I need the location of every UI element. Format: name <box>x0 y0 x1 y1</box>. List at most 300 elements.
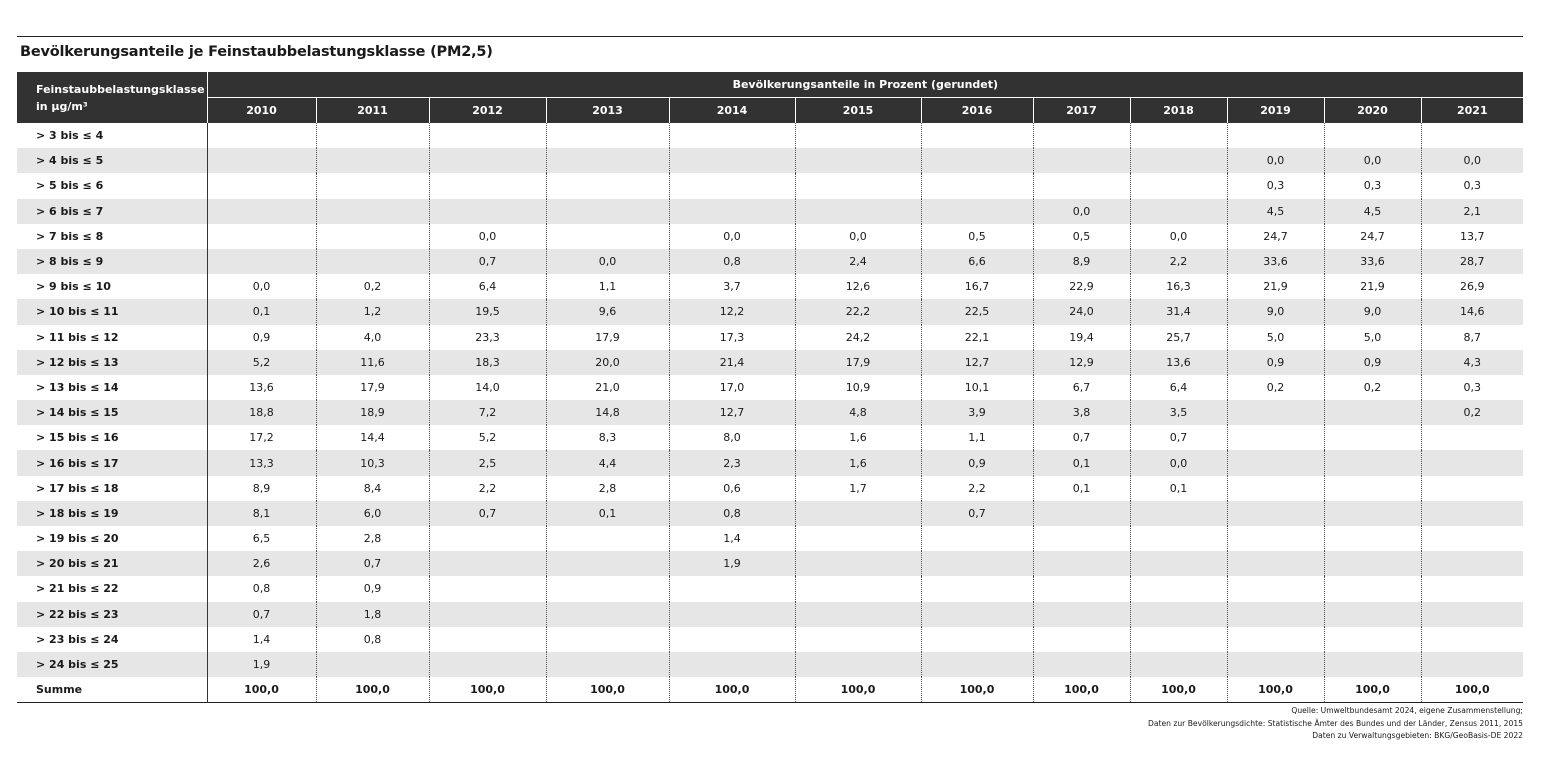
value-cell-2021 <box>1421 627 1523 652</box>
value-cell-2017: 6,7 <box>1033 375 1130 400</box>
table-row <box>17 652 1523 677</box>
value-cell-2010: 0,0 <box>207 274 316 299</box>
value-cell-2019 <box>1227 551 1324 576</box>
value-cell-2012 <box>429 123 546 148</box>
value-cell-2016 <box>921 173 1033 198</box>
value-cell-2014 <box>669 576 795 601</box>
value-cell-2010: 8,1 <box>207 501 316 526</box>
value-cell-2017: 0,1 <box>1033 476 1130 501</box>
value-cell-2014: 17,3 <box>669 325 795 350</box>
value-cell-2017: 0,0 <box>1033 199 1130 224</box>
value-cell-2012 <box>429 627 546 652</box>
value-cell-2021: 13,7 <box>1460 229 1485 243</box>
value-cell-2015: 2,4 <box>795 249 921 274</box>
value-cell-2015 <box>795 652 921 677</box>
value-cell-2015 <box>795 526 921 551</box>
value-cell-2014: 8,0 <box>669 425 795 450</box>
value-cell-2016: 22,1 <box>921 325 1033 350</box>
value-cell-2012: 7,2 <box>429 400 546 425</box>
row-label: > 6 bis ≤ 7 <box>17 199 207 224</box>
value-cell-2016 <box>921 199 1033 224</box>
row-label: > 20 bis ≤ 21 <box>17 551 207 576</box>
value-cell-2020 <box>1324 476 1421 501</box>
value-cell-2017: 19,4 <box>1033 325 1130 350</box>
value-cell-2012: 6,4 <box>429 274 546 299</box>
value-cell-2010 <box>207 148 316 173</box>
value-cell-2012 <box>429 173 546 198</box>
value-cell-2011: 2,8 <box>316 526 429 551</box>
value-cell-2018: 2,2 <box>1130 249 1227 274</box>
table-row <box>17 450 1523 475</box>
total-cell-2013: 100,0 <box>546 677 669 703</box>
value-cell-2014 <box>669 148 795 173</box>
value-cell-2013 <box>546 224 669 249</box>
value-cell-2015: 1,6 <box>795 425 921 450</box>
value-cell-2011 <box>316 148 429 173</box>
value-cell-2015 <box>795 199 921 224</box>
value-cell-2015 <box>795 173 921 198</box>
value-cell-2020 <box>1324 627 1421 652</box>
value-cell-2016: 6,6 <box>921 249 1033 274</box>
total-row-label: Summe <box>17 677 207 703</box>
value-cell-2011: 4,0 <box>316 325 429 350</box>
value-cell-2012 <box>429 526 546 551</box>
value-cell-2017: 12,9 <box>1033 350 1130 375</box>
row-label: > 13 bis ≤ 14 <box>17 375 207 400</box>
value-cell-2021 <box>1421 652 1523 677</box>
value-cell-2013: 21,0 <box>546 375 669 400</box>
value-cell-2011 <box>316 123 429 148</box>
table-row <box>17 249 1523 274</box>
value-cell-2019: 0,0 <box>1227 148 1324 173</box>
value-cell-2017 <box>1033 148 1130 173</box>
value-cell-2019: 0,3 <box>1227 173 1324 198</box>
year-header-2010: 2010 <box>207 98 316 124</box>
value-cell-2018 <box>1130 173 1227 198</box>
value-cell-2014 <box>669 602 795 627</box>
value-cell-2012: 0,7 <box>429 249 546 274</box>
value-cell-2021: 26,9 <box>1460 280 1485 294</box>
table-row <box>17 476 1523 501</box>
value-cell-2014: 12,7 <box>669 400 795 425</box>
value-cell-2019 <box>1227 425 1324 450</box>
value-cell-2015 <box>795 576 921 601</box>
data-table <box>17 72 1523 703</box>
value-cell-2020 <box>1324 400 1421 425</box>
value-cell-2018 <box>1130 551 1227 576</box>
table-row <box>17 425 1523 450</box>
value-cell-2020: 4,5 <box>1324 199 1421 224</box>
value-cell-2018: 31,4 <box>1130 299 1227 324</box>
value-cell-2014: 21,4 <box>669 350 795 375</box>
value-cell-2014: 0,6 <box>669 476 795 501</box>
value-cell-2013 <box>546 627 669 652</box>
value-cell-2011: 6,0 <box>316 501 429 526</box>
value-cell-2015: 4,8 <box>795 400 921 425</box>
value-cell-2016: 10,1 <box>921 375 1033 400</box>
value-cell-2020 <box>1324 450 1421 475</box>
row-label: > 23 bis ≤ 24 <box>17 627 207 652</box>
table-row <box>17 299 1523 324</box>
value-cell-2017 <box>1033 576 1130 601</box>
value-cell-2013: 2,8 <box>546 476 669 501</box>
value-cell-2012 <box>429 602 546 627</box>
table-row <box>17 123 1523 148</box>
value-cell-2019: 0,2 <box>1227 375 1324 400</box>
value-cell-2016: 1,1 <box>921 425 1033 450</box>
value-cell-2011: 11,6 <box>316 350 429 375</box>
value-cell-2010: 0,8 <box>207 576 316 601</box>
value-cell-2011 <box>316 173 429 198</box>
value-cell-2012: 0,0 <box>429 224 546 249</box>
row-label: > 14 bis ≤ 15 <box>17 400 207 425</box>
total-cell-2011: 100,0 <box>316 677 429 703</box>
value-cell-2018: 0,0 <box>1130 224 1227 249</box>
value-cell-2011: 1,8 <box>316 602 429 627</box>
value-cell-2018 <box>1130 576 1227 601</box>
value-cell-2015: 0,0 <box>795 224 921 249</box>
value-cell-2019 <box>1227 501 1324 526</box>
value-cell-2017: 0,1 <box>1033 450 1130 475</box>
value-cell-2010: 8,9 <box>207 476 316 501</box>
value-cell-2015 <box>795 602 921 627</box>
value-cell-2020: 9,0 <box>1324 299 1421 324</box>
value-cell-2013 <box>546 199 669 224</box>
value-cell-2011: 0,8 <box>316 627 429 652</box>
value-cell-2018: 25,7 <box>1130 325 1227 350</box>
value-cell-2017 <box>1033 501 1130 526</box>
value-cell-2013 <box>546 551 669 576</box>
value-cell-2020: 21,9 <box>1324 274 1421 299</box>
table-title: Bevölkerungsanteile je Feinstaubbelastungsklasse (PM2,5) <box>20 44 493 60</box>
value-cell-2016: 0,5 <box>921 224 1033 249</box>
row-label: > 12 bis ≤ 13 <box>17 350 207 375</box>
total-cell-2010: 100,0 <box>207 677 316 703</box>
value-cell-2017: 8,9 <box>1033 249 1130 274</box>
value-cell-2016: 16,7 <box>921 274 1033 299</box>
value-cell-2011: 18,9 <box>316 400 429 425</box>
value-cell-2017 <box>1033 526 1130 551</box>
value-cell-2014 <box>669 123 795 148</box>
value-cell-2014: 3,7 <box>669 274 795 299</box>
value-cell-2010: 6,5 <box>207 526 316 551</box>
value-cell-2016 <box>921 627 1033 652</box>
value-cell-2016 <box>921 602 1033 627</box>
value-cell-2019: 33,6 <box>1227 249 1324 274</box>
value-cell-2019: 0,9 <box>1227 350 1324 375</box>
value-cell-2013 <box>546 148 669 173</box>
year-header-2015: 2015 <box>795 98 921 124</box>
value-cell-2012 <box>429 576 546 601</box>
value-cell-2011: 14,4 <box>316 425 429 450</box>
value-cell-2012 <box>429 199 546 224</box>
value-cell-2019 <box>1227 652 1324 677</box>
year-header-2014: 2014 <box>669 98 795 124</box>
table-row <box>17 274 1523 299</box>
value-cell-2015: 17,9 <box>795 350 921 375</box>
value-cell-2019 <box>1227 476 1324 501</box>
value-cell-2018: 0,7 <box>1130 425 1227 450</box>
table-row <box>17 501 1523 526</box>
value-cell-2021 <box>1421 551 1523 576</box>
table-row <box>17 602 1523 627</box>
value-cell-2021 <box>1421 476 1523 501</box>
value-cell-2017 <box>1033 551 1130 576</box>
value-cell-2012: 2,5 <box>429 450 546 475</box>
value-cell-2012: 23,3 <box>429 325 546 350</box>
value-cell-2016: 0,9 <box>921 450 1033 475</box>
table-body <box>17 123 1523 703</box>
value-cell-2010 <box>207 249 316 274</box>
value-cell-2011 <box>316 652 429 677</box>
row-label: > 15 bis ≤ 16 <box>17 425 207 450</box>
value-cell-2019: 24,7 <box>1227 224 1324 249</box>
value-cell-2020 <box>1324 123 1421 148</box>
value-cell-2018 <box>1130 627 1227 652</box>
value-cell-2015: 1,7 <box>795 476 921 501</box>
value-cell-2021 <box>1421 123 1523 148</box>
value-cell-2014 <box>669 173 795 198</box>
value-cell-2013: 14,8 <box>546 400 669 425</box>
value-cell-2011 <box>316 249 429 274</box>
value-cell-2019: 9,0 <box>1227 299 1324 324</box>
value-cell-2010: 17,2 <box>207 425 316 450</box>
year-header-2013: 2013 <box>546 98 669 124</box>
value-cell-2015 <box>795 501 921 526</box>
value-cell-2013: 4,4 <box>546 450 669 475</box>
row-header-cell <box>17 72 207 123</box>
table-row <box>17 551 1523 576</box>
value-cell-2016: 12,7 <box>921 350 1033 375</box>
value-cell-2018: 0,1 <box>1130 476 1227 501</box>
value-cell-2015: 22,2 <box>795 299 921 324</box>
value-cell-2019 <box>1227 576 1324 601</box>
value-cell-2020: 0,3 <box>1324 173 1421 198</box>
source-line-3: Daten zu Verwaltungsgebieten: BKG/GeoBasis-DE 2022 <box>1312 731 1523 741</box>
value-cell-2020: 0,0 <box>1324 148 1421 173</box>
value-cell-2019: 4,5 <box>1227 199 1324 224</box>
value-cell-2011: 10,3 <box>316 450 429 475</box>
row-label: > 5 bis ≤ 6 <box>17 173 207 198</box>
year-header-2016: 2016 <box>921 98 1033 124</box>
year-header-row <box>17 98 1523 124</box>
value-cell-2021: 4,3 <box>1421 350 1523 375</box>
row-label: > 19 bis ≤ 20 <box>17 526 207 551</box>
value-cell-2016 <box>921 551 1033 576</box>
value-cell-2020 <box>1324 501 1421 526</box>
value-cell-2021 <box>1421 526 1523 551</box>
value-cell-2017: 24,0 <box>1033 299 1130 324</box>
value-cell-2014: 0,8 <box>669 249 795 274</box>
value-cell-2011: 0,7 <box>316 551 429 576</box>
value-cell-2015 <box>795 148 921 173</box>
value-cell-2018: 3,5 <box>1130 400 1227 425</box>
value-cell-2014: 0,8 <box>669 501 795 526</box>
value-cell-2013 <box>546 173 669 198</box>
value-cell-2017 <box>1033 123 1130 148</box>
value-cell-2019: 5,0 <box>1227 325 1324 350</box>
value-cell-2018: 6,4 <box>1130 375 1227 400</box>
value-cell-2016 <box>921 526 1033 551</box>
value-cell-2017: 22,9 <box>1033 274 1130 299</box>
value-cell-2011: 1,2 <box>316 299 429 324</box>
value-cell-2020: 0,2 <box>1324 375 1421 400</box>
value-cell-2013: 0,0 <box>546 249 669 274</box>
row-label: > 24 bis ≤ 25 <box>17 652 207 677</box>
value-cell-2021: 0,2 <box>1421 400 1523 425</box>
value-cell-2016 <box>921 576 1033 601</box>
top-rule <box>17 36 1523 37</box>
value-cell-2014: 2,3 <box>669 450 795 475</box>
total-cell-2020: 100,0 <box>1324 677 1421 703</box>
value-cell-2010: 0,9 <box>207 325 316 350</box>
value-cell-2018: 0,0 <box>1130 450 1227 475</box>
value-cell-2011: 8,4 <box>316 476 429 501</box>
value-cell-2016: 22,5 <box>921 299 1033 324</box>
row-header-line2: in µg/m³ <box>36 99 88 113</box>
value-cell-2010: 1,4 <box>207 627 316 652</box>
year-header-2019: 2019 <box>1227 98 1324 124</box>
value-cell-2021: 14,6 <box>1421 299 1523 324</box>
value-cell-2011: 0,2 <box>316 274 429 299</box>
year-header-2017: 2017 <box>1033 98 1130 124</box>
value-cell-2021: 0,3 <box>1463 380 1482 394</box>
value-cell-2010 <box>207 224 316 249</box>
value-cell-2020: 5,0 <box>1324 325 1421 350</box>
source-note <box>1148 705 1523 743</box>
value-cell-2012 <box>429 148 546 173</box>
row-label: > 11 bis ≤ 12 <box>17 325 207 350</box>
row-header-line1: Feinstaubbelastungsklasse <box>36 82 205 96</box>
value-cell-2020 <box>1324 576 1421 601</box>
table-row <box>17 576 1523 601</box>
value-cell-2017 <box>1033 173 1130 198</box>
value-cell-2012: 2,2 <box>429 476 546 501</box>
value-cell-2018: 16,3 <box>1130 274 1227 299</box>
value-cell-2015 <box>795 551 921 576</box>
value-cell-2012: 5,2 <box>429 425 546 450</box>
row-label: > 16 bis ≤ 17 <box>17 450 207 475</box>
column-group-header: Bevölkerungsanteile in Prozent (gerundet) <box>207 72 1523 98</box>
total-row <box>17 677 1523 703</box>
value-cell-2014 <box>669 627 795 652</box>
value-cell-2014: 0,0 <box>669 224 795 249</box>
source-line-2: Daten zur Bevölkerungsdichte: Statistische Ämter des Bundes und der Länder, Zensus 2011, 2015 <box>1148 718 1523 728</box>
value-cell-2010 <box>207 173 316 198</box>
value-cell-2016: 0,7 <box>921 501 1033 526</box>
value-cell-2015 <box>795 123 921 148</box>
value-cell-2015: 1,6 <box>795 450 921 475</box>
value-cell-2021: 28,7 <box>1421 249 1523 274</box>
value-cell-2017: 0,5 <box>1033 224 1130 249</box>
value-cell-2019: 21,9 <box>1227 274 1324 299</box>
value-cell-2021: 8,7 <box>1463 330 1482 344</box>
value-cell-2010: 13,3 <box>207 450 316 475</box>
value-cell-2021: 0,0 <box>1421 148 1523 173</box>
value-cell-2018 <box>1130 526 1227 551</box>
value-cell-2015: 10,9 <box>795 375 921 400</box>
total-cell-2021: 100,0 <box>1421 677 1523 703</box>
table-row <box>17 148 1523 173</box>
value-cell-2018 <box>1130 501 1227 526</box>
value-cell-2011 <box>316 224 429 249</box>
table-row <box>17 199 1523 224</box>
table-row <box>17 350 1523 375</box>
value-cell-2012 <box>429 652 546 677</box>
year-header-2018: 2018 <box>1130 98 1227 124</box>
value-cell-2019 <box>1227 602 1324 627</box>
value-cell-2021 <box>1421 425 1523 450</box>
value-cell-2013 <box>546 576 669 601</box>
value-cell-2013 <box>546 526 669 551</box>
value-cell-2012: 0,7 <box>429 501 546 526</box>
value-cell-2021 <box>1421 501 1523 526</box>
value-cell-2010 <box>207 123 316 148</box>
value-cell-2021: 2,1 <box>1421 199 1523 224</box>
value-cell-2018 <box>1130 652 1227 677</box>
value-cell-2017: 0,7 <box>1033 425 1130 450</box>
value-cell-2014: 1,4 <box>669 526 795 551</box>
total-cell-2014: 100,0 <box>669 677 795 703</box>
total-cell-2017: 100,0 <box>1033 677 1130 703</box>
total-cell-2012: 100,0 <box>429 677 546 703</box>
value-cell-2021 <box>1421 450 1523 475</box>
value-cell-2015 <box>795 627 921 652</box>
total-cell-2019: 100,0 <box>1227 677 1324 703</box>
value-cell-2015: 12,6 <box>795 274 921 299</box>
value-cell-2011: 0,9 <box>316 576 429 601</box>
value-cell-2013 <box>546 652 669 677</box>
value-cell-2010: 2,6 <box>207 551 316 576</box>
value-cell-2017: 3,8 <box>1033 400 1130 425</box>
value-cell-2011 <box>316 199 429 224</box>
value-cell-2014: 12,2 <box>669 299 795 324</box>
value-cell-2015: 24,2 <box>795 325 921 350</box>
row-label: > 4 bis ≤ 5 <box>17 148 207 173</box>
value-cell-2017 <box>1033 602 1130 627</box>
value-cell-2019 <box>1227 450 1324 475</box>
value-cell-2017 <box>1033 627 1130 652</box>
value-cell-2016: 3,9 <box>921 400 1033 425</box>
value-cell-2016 <box>921 123 1033 148</box>
table-row <box>17 173 1523 198</box>
value-cell-2011: 17,9 <box>316 375 429 400</box>
year-header-2012: 2012 <box>429 98 546 124</box>
value-cell-2019 <box>1227 526 1324 551</box>
year-header-2020: 2020 <box>1324 98 1421 124</box>
value-cell-2020: 33,6 <box>1324 249 1421 274</box>
value-cell-2018 <box>1130 123 1227 148</box>
year-header-2021: 2021 <box>1421 98 1523 124</box>
row-label: > 18 bis ≤ 19 <box>17 501 207 526</box>
value-cell-2010: 0,7 <box>207 602 316 627</box>
value-cell-2019 <box>1227 627 1324 652</box>
value-cell-2010: 13,6 <box>207 375 316 400</box>
value-cell-2010: 1,9 <box>207 652 316 677</box>
value-cell-2021 <box>1421 602 1523 627</box>
table-row <box>17 400 1523 425</box>
total-cell-2016: 100,0 <box>921 677 1033 703</box>
source-line-1: Quelle: Umweltbundesamt 2024, eigene Zusammenstellung; <box>1291 706 1523 715</box>
value-cell-2020 <box>1324 526 1421 551</box>
year-header-2011: 2011 <box>316 98 429 124</box>
table-row <box>17 325 1523 350</box>
value-cell-2019 <box>1227 400 1324 425</box>
row-label: > 9 bis ≤ 10 <box>17 274 207 299</box>
value-cell-2020 <box>1324 551 1421 576</box>
value-cell-2012 <box>429 551 546 576</box>
value-cell-2013: 1,1 <box>546 274 669 299</box>
